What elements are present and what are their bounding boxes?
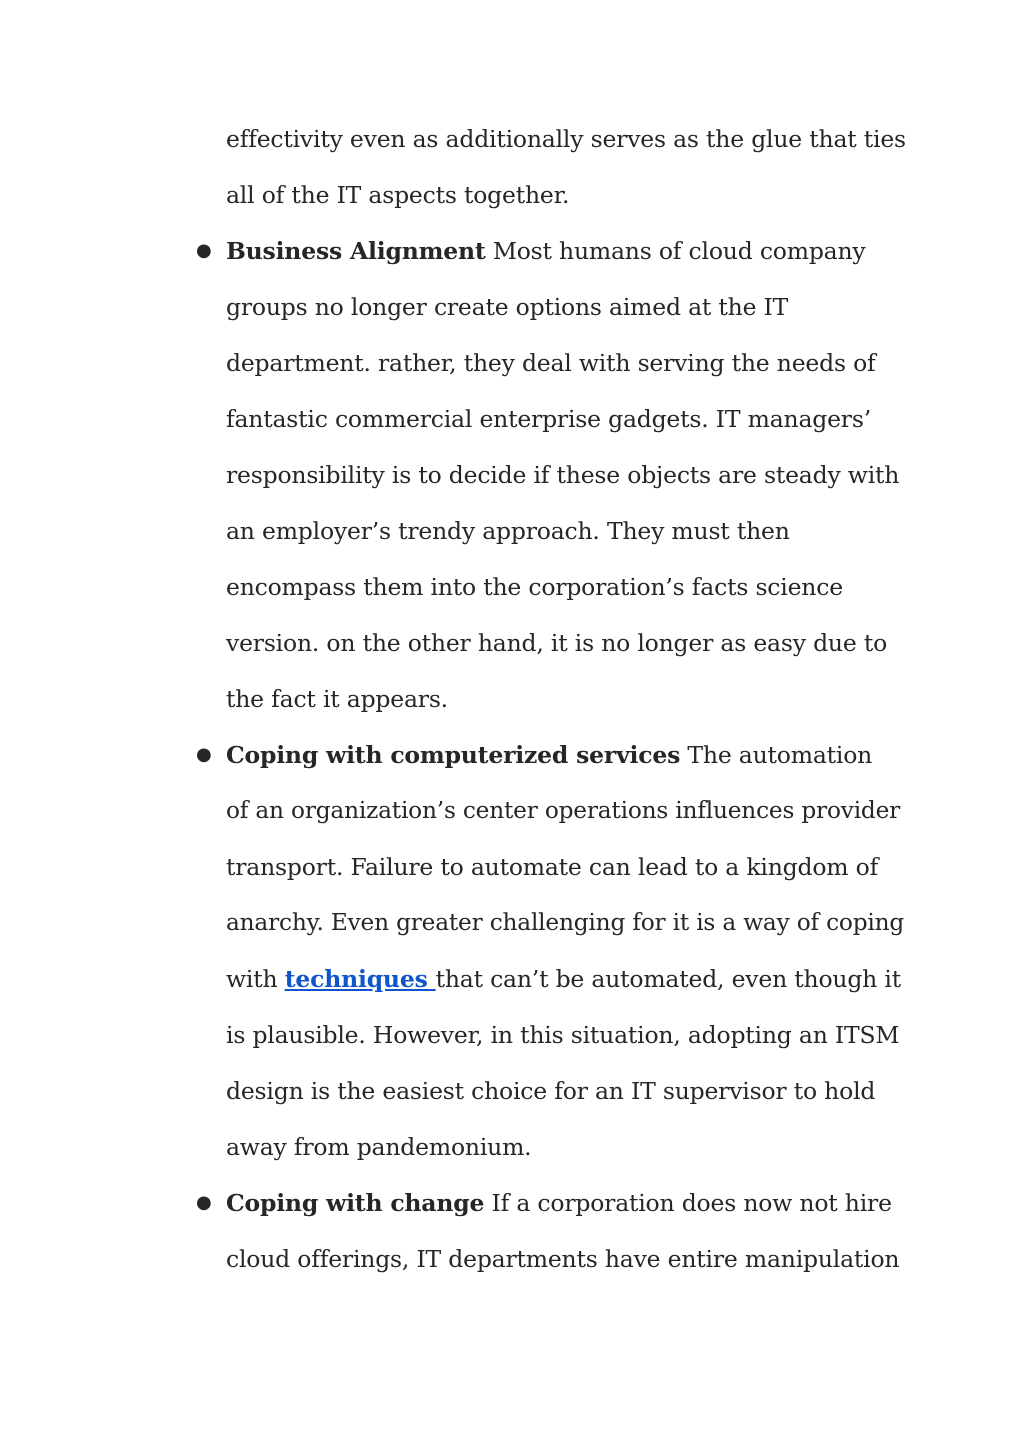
list-item-text: The automation <box>680 741 873 769</box>
paragraph-line-with-link <box>226 951 906 1007</box>
paragraph-line: fantastic commercial enterprise gadgets. IT managers’ <box>226 405 871 433</box>
paragraph-line: encompass them into the corporation’s facts science <box>226 573 843 601</box>
paragraph-line: of an organization’s center operations influences provider <box>226 797 901 824</box>
paragraph-line: an employer’s trendy approach. They must then <box>226 517 790 545</box>
bullet-marker: ● <box>196 744 212 765</box>
list-item-heading: Business Alignment <box>226 237 486 265</box>
paragraph-line: version. on the other hand, it is no longer as easy due to <box>226 629 888 657</box>
paragraph-line: transport. Failure to automate can lead to a kingdom of <box>226 853 879 881</box>
paragraph-line: effectivity even as additionally serves as the glue that ties <box>226 125 906 153</box>
list-item-text: If a corporation does now not hire <box>484 1189 892 1217</box>
paragraph-line: groups no longer create options aimed at the IT <box>226 293 789 321</box>
paragraph-line: design is the easiest choice for an IT supervisor to hold <box>226 1077 876 1105</box>
paragraph-line: cloud offerings, IT departments have entire manipulation <box>226 1245 900 1273</box>
techniques-link[interactable]: techniques <box>284 965 436 993</box>
paragraph-line: is plausible. However, in this situation, adopting an ITSM <box>226 1021 900 1049</box>
link-line-before: with <box>226 965 285 993</box>
list-item-heading-line <box>226 727 906 783</box>
paragraph-line: all of the IT aspects together. <box>226 181 570 209</box>
bullet-marker: ● <box>196 1192 212 1213</box>
list-item-heading: Coping with computerized services <box>226 741 681 769</box>
paragraph-line: department. rather, they deal with serving the needs of <box>226 349 876 377</box>
list-item-text: Most humans of cloud company <box>485 237 866 265</box>
list-item-heading: Coping with change <box>226 1189 485 1217</box>
list-item-heading-line <box>226 223 906 279</box>
bullet-marker: ● <box>196 240 212 261</box>
list-item-heading-line <box>226 1175 906 1231</box>
paragraph-line: anarchy. Even greater challenging for it is a way of coping <box>226 909 905 936</box>
paragraph-line: responsibility is to decide if these objects are steady with <box>226 461 900 489</box>
link-line-after: that can’t be automated, even though it <box>435 965 901 993</box>
paragraph-line: away from pandemonium. <box>226 1133 532 1161</box>
paragraph-line: the fact it appears. <box>226 685 448 713</box>
